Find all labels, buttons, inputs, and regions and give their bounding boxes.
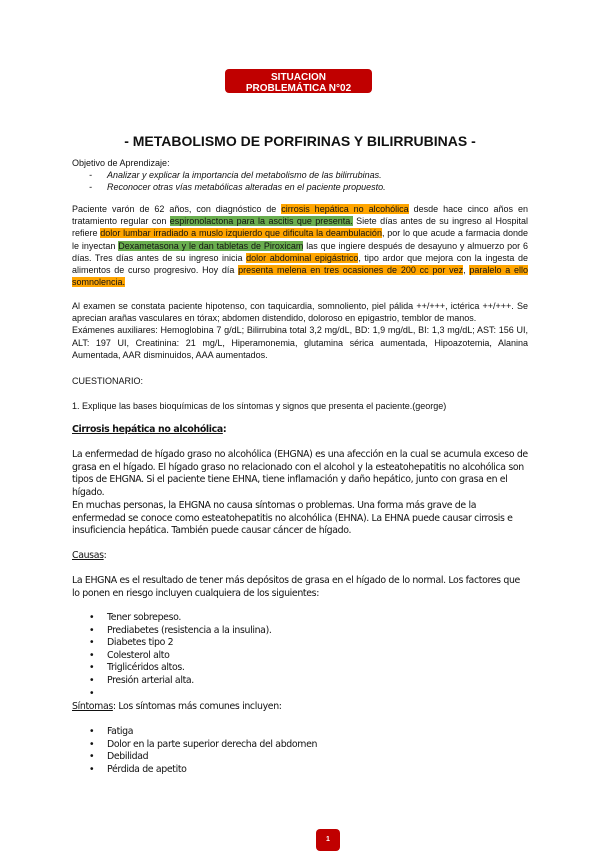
bullet: • <box>89 738 95 750</box>
item-text: Prediabetes (resistencia a la insulina). <box>107 624 272 636</box>
badge-line1: SITUACION <box>271 72 326 83</box>
item-text: Tener sobrepeso. <box>107 612 181 623</box>
list-item <box>72 675 528 688</box>
dash: - <box>89 182 92 193</box>
bullet: • <box>89 612 95 623</box>
objective-label: Objetivo de Aprendizaje: <box>72 158 170 168</box>
bullet: • <box>89 624 95 636</box>
colon: : <box>222 424 227 435</box>
list-item <box>72 688 528 701</box>
symptoms-list <box>72 726 528 776</box>
bullet: • <box>89 687 95 699</box>
exam-text: Al examen se constata paciente hipotenso, con taquicardia, somnoliento, piel pálida ++/+++, ictérica ++/+++. Se aprecian arañas vasculares en tórax; abdomen distendido, doloroso en epigastrio, temblor de manos. <box>72 301 528 324</box>
heading-text: Cirrosis hepática no alcohólica <box>72 424 223 435</box>
question-1: 1. Explique las bases bioquímicas de los síntomas y signos que presenta el paciente.(george) <box>72 401 447 411</box>
highlight: espironolactona para la ascitis que presenta. <box>169 216 353 227</box>
list-item <box>72 662 528 675</box>
lab-results-text: Exámenes auxiliares: Hemoglobina 7 g/dL; Bilirrubina total 3,2 mg/dL, BD: 1,9 mg/dL, BI: 1,3 mg/dL; AST: 156 UI, ALT: 197 UI, Creatinina: 21 mg/L, Hiperamonemia, glutamina sérica aumentada, Hipoazotemia, Alanina Aumentada, AAR disminuidos, AAA aumentados. <box>72 325 528 360</box>
item-text: Triglicéridos altos. <box>107 662 185 674</box>
objective-text: Analizar y explicar la importancia del metabolismo de las bilirrubinas. <box>107 170 382 181</box>
causes-list <box>72 612 528 700</box>
section-paragraph-2: En muchas personas, la EHGNA no causa síntomas o problemas. Una forma más grave de la enfermedad se conoce como esteatohepatitis no alcohólica (EHNA). La EHNA puede causar cirrosis e insuficiencia hepática. También puede causar cáncer de hígado. <box>72 500 513 537</box>
item-text: Pérdida de apetito <box>107 763 187 775</box>
header-badge <box>225 69 372 93</box>
item-text: Diabetes tipo 2 <box>107 637 174 649</box>
bullet: • <box>89 649 95 661</box>
item-text: Debilidad <box>107 751 149 763</box>
text: , por lo que acude a farmacia donde le inyectan <box>72 228 528 251</box>
highlight: paralelo a ello somnolencia. <box>72 265 528 288</box>
highlight: dolor lumbar irradiado a muslo izquierdo que dificulta la deambulación <box>100 228 382 239</box>
objective-text: Reconocer otras vías metabólicas alteradas en el paciente propuesto. <box>107 182 386 193</box>
colon: : <box>103 550 107 561</box>
page-number: 1 <box>316 829 340 851</box>
causes-label: Causas <box>72 550 104 561</box>
item-text: Colesterol alto <box>107 649 170 661</box>
objective-block <box>72 157 528 194</box>
text: , tipo ardor que mejora con la ingesta de alimentos de curso progresivo. Hoy día <box>72 252 528 276</box>
item-text: Fatiga <box>107 726 134 737</box>
item-text: Presión arterial alta. <box>107 674 194 686</box>
text: las que ingiere después de desayuno y almuerzo por 6 días. Tres días antes de su ingreso inicia <box>72 240 528 263</box>
highlight: cirrosis hepática no alcohólica <box>281 204 409 214</box>
highlight: Dexametasona y le dan tabletas de Piroxicam <box>118 240 304 251</box>
highlight: presenta melena en tres ocasiones de 200 cc por vez <box>238 265 464 276</box>
objective-item <box>72 181 528 193</box>
causes-heading <box>72 550 528 563</box>
section-heading <box>72 424 528 437</box>
text: , <box>463 265 470 276</box>
page-title: - METABOLISMO DE PORFIRINAS Y BILIRRUBINAS - <box>124 133 476 149</box>
list-item <box>72 764 528 777</box>
list-item <box>72 739 528 752</box>
bullet: • <box>89 751 95 763</box>
list-item <box>72 650 528 663</box>
highlight: dolor abdominal epigástrico <box>246 252 359 263</box>
text: Siete días antes de su ingreso al Hospital refiere <box>72 216 528 239</box>
symptoms-heading <box>72 701 528 714</box>
section-paragraph-1: La enfermedad de hígado graso no alcohólica (EHGNA) es una afección en la cual se acumula exceso de grasa en el hígado. El hígado graso no relacionado con el alcohol y la esteatohepatitis no alcohólica son tipos de EHGNA. Si el paciente tiene EHNA, tiene inflamación y daño hepático, junto con grasa en el hígado. <box>72 449 528 498</box>
case-paragraph-1 <box>72 203 528 288</box>
symptoms-label: Síntomas <box>72 701 113 712</box>
bullet: • <box>89 726 95 737</box>
questionnaire-label: CUESTIONARIO: <box>72 376 144 386</box>
text: Paciente varón de 62 años, con diagnóstico de <box>72 204 282 214</box>
list-item <box>72 637 528 650</box>
item-text: Dolor en la parte superior derecha del abdomen <box>107 738 318 750</box>
dash: - <box>89 170 92 181</box>
objective-item <box>72 169 528 181</box>
causes-text: La EHGNA es el resultado de tener más depósitos de grasa en el hígado de lo normal. Los factores que lo ponen en riesgo incluyen cualquiera de los siguientes: <box>72 575 520 599</box>
symptoms-text: : Los síntomas más comunes incluyen: <box>112 701 282 712</box>
list-item <box>72 625 528 638</box>
list-item <box>72 751 528 764</box>
bullet: • <box>89 674 95 686</box>
list-item <box>72 612 528 625</box>
list-item <box>72 726 528 739</box>
text: desde hace cinco años en tratamiento regular con <box>72 204 528 227</box>
bullet: • <box>89 637 95 649</box>
bullet: • <box>89 662 95 674</box>
badge-line2: PROBLEMÁTICA N°02 <box>245 83 352 93</box>
case-paragraph-2 <box>72 300 528 361</box>
bullet: • <box>89 763 95 775</box>
